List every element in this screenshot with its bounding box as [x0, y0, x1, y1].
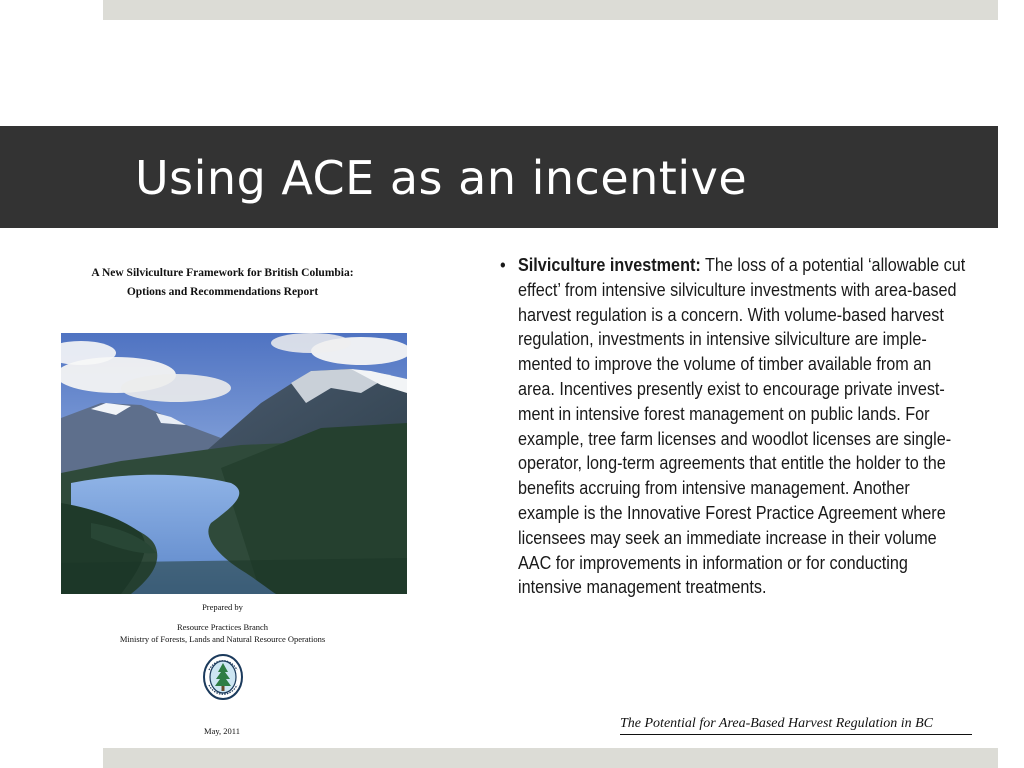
- bullet-lead: Silviculture investment:: [518, 255, 701, 275]
- report-title-line2: Options and Recommendations Report: [126, 286, 319, 298]
- prepared-by-label: Prepared by: [202, 602, 243, 612]
- bullet-line: benefits accruing from intensive management. Another: [518, 478, 910, 499]
- bullet-line: ment in intensive forest management on public lands. For: [518, 403, 930, 424]
- report-title-line1: A New Silviculture Framework for British Columbia:: [91, 267, 354, 279]
- bullet-line: operator, long-term agreements that entitle the holder to the: [518, 453, 946, 474]
- report-author: [80, 621, 365, 645]
- slide-title: Using ACE as an incentive: [135, 151, 748, 205]
- report-cover-title: [50, 264, 395, 302]
- bullet-line: [500, 253, 966, 278]
- branch-name: Resource Practices Branch: [176, 622, 269, 632]
- bottom-accent-bar: [103, 748, 998, 768]
- cover-photo: [61, 333, 407, 594]
- bullet-line: example, tree farm licenses and woodlot licenses are single-: [518, 428, 952, 449]
- bullet-line: area. Incentives presently exist to encourage private invest-: [518, 378, 945, 399]
- bullet-line: example is the Innovative Forest Practice Agreement where: [518, 502, 946, 523]
- bullet-line: intensive management treatments.: [518, 577, 767, 598]
- bullet-marker: •: [500, 255, 506, 275]
- bc-forest-service-seal-icon: [203, 654, 243, 700]
- bullet-line: AAC for improvements in information or for conducting: [518, 552, 908, 573]
- bullet-line: harvest regulation is a concern. With volume-based harvest: [518, 304, 944, 325]
- bullet-line: effect’ from intensive silviculture investments with area-based: [518, 279, 957, 300]
- report-date: May, 2011: [204, 726, 240, 736]
- ministry-name: Ministry of Forests, Lands and Natural Resource Operations: [119, 634, 326, 644]
- bullet-line: licensees may seek an immediate increase in their volume: [518, 527, 937, 548]
- bullet-line: regulation, investments in intensive silviculture are imple-: [518, 329, 927, 350]
- bullet-line: mented to improve the volume of timber available from an: [518, 354, 932, 375]
- bullet-line-text: The loss of a potential ‘allowable cut: [700, 255, 966, 275]
- top-accent-bar: [103, 0, 998, 20]
- report-caption: The Potential for Area-Based Harvest Regulation in BC: [620, 716, 972, 735]
- bullet-text-block: [500, 253, 966, 600]
